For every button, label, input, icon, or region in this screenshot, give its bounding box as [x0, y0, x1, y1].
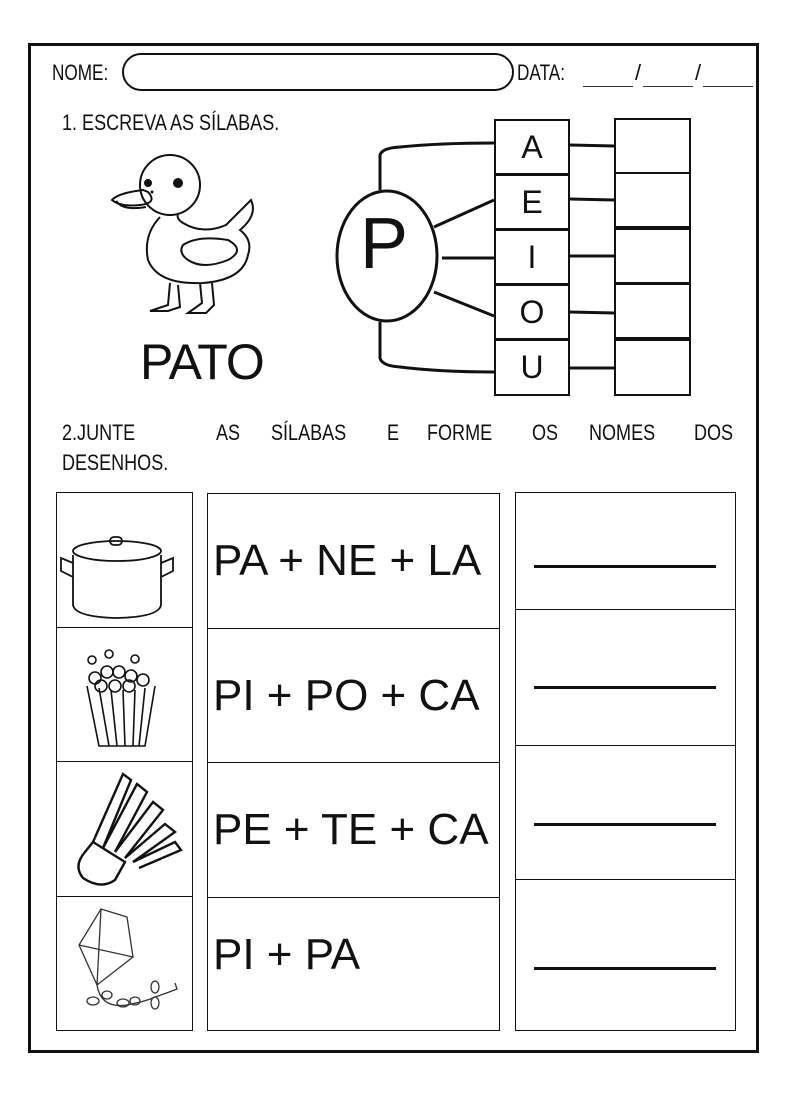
- vowel-label: O: [519, 293, 545, 330]
- answer-cell-2[interactable]: [515, 609, 736, 746]
- vowel-box-o: [494, 284, 570, 340]
- syllable-answer-box-po[interactable]: [614, 283, 691, 339]
- picture-cell-pot: [56, 492, 193, 628]
- date-year-field[interactable]: [703, 86, 753, 87]
- picture-cell-shuttlecock: [56, 761, 193, 897]
- name-label: NOME:: [52, 60, 109, 85]
- answer-cell-4[interactable]: [515, 879, 736, 1031]
- instruction-word: OS: [531, 420, 558, 445]
- picture-cell-popcorn: [56, 627, 193, 762]
- exercise1-instruction: 1. ESCREVA AS SÍLABAS.: [62, 110, 280, 135]
- answer-line[interactable]: [534, 823, 716, 826]
- answer-line[interactable]: [534, 686, 716, 689]
- vowel-box-e: [494, 174, 570, 230]
- vowel-label: E: [521, 183, 543, 220]
- date-separator: /: [695, 60, 702, 85]
- syllable-text: PI + PA: [213, 930, 361, 979]
- answer-cell-1[interactable]: [515, 492, 736, 610]
- vowel-box-i: [494, 229, 570, 285]
- duck-illustration: [108, 145, 273, 320]
- vowel-label: I: [527, 238, 537, 275]
- instruction-word: NOMES: [588, 420, 655, 445]
- picture-cell-kite: [56, 896, 193, 1031]
- instruction-word: DESENHOS.: [62, 450, 169, 475]
- date-separator: /: [635, 60, 642, 85]
- date-month-field[interactable]: [643, 86, 693, 87]
- syllable-answer-box-pa[interactable]: [614, 118, 691, 174]
- answer-line[interactable]: [534, 565, 716, 568]
- syllable-answer-box-pe[interactable]: [614, 172, 691, 228]
- vowel-box-a: [494, 119, 570, 175]
- syllable-text: PI + PO + CA: [213, 670, 480, 720]
- syllable-cell: [207, 493, 500, 629]
- exercise2-instruction: [62, 418, 732, 478]
- syllable-answer-box-pi[interactable]: [614, 228, 691, 284]
- instruction-word: AS: [216, 420, 241, 445]
- syllable-text: PE + TE + CA: [213, 805, 489, 854]
- instruction-word: 2.JUNTE: [62, 420, 136, 445]
- popcorn-icon: [57, 628, 191, 760]
- date-day-field[interactable]: [583, 86, 633, 87]
- syllable-text: PA + NE + LA: [213, 536, 482, 585]
- instruction-word: DOS: [694, 420, 734, 445]
- syllable-cell: [207, 897, 500, 1031]
- vowel-label: U: [520, 349, 544, 385]
- syllable-cell: [207, 762, 500, 898]
- answer-cell-3[interactable]: [515, 745, 736, 880]
- instruction-word: SÍLABAS: [270, 420, 346, 445]
- vowel-box-u: [494, 339, 570, 396]
- name-field[interactable]: [122, 53, 514, 91]
- consonant-letter: P: [360, 204, 409, 284]
- answer-line[interactable]: [534, 967, 716, 970]
- example-word: PATO: [140, 334, 264, 390]
- kite-icon: [57, 897, 191, 1029]
- cooking-pot-icon: [57, 493, 191, 626]
- shuttlecock-icon: [57, 762, 191, 895]
- syllable-answer-box-pu[interactable]: [614, 339, 691, 396]
- instruction-word: FORME: [427, 420, 493, 445]
- syllable-cell: [207, 628, 500, 763]
- date-label: DATA:: [517, 60, 565, 85]
- instruction-word: E: [387, 420, 400, 445]
- vowel-label: A: [521, 128, 543, 165]
